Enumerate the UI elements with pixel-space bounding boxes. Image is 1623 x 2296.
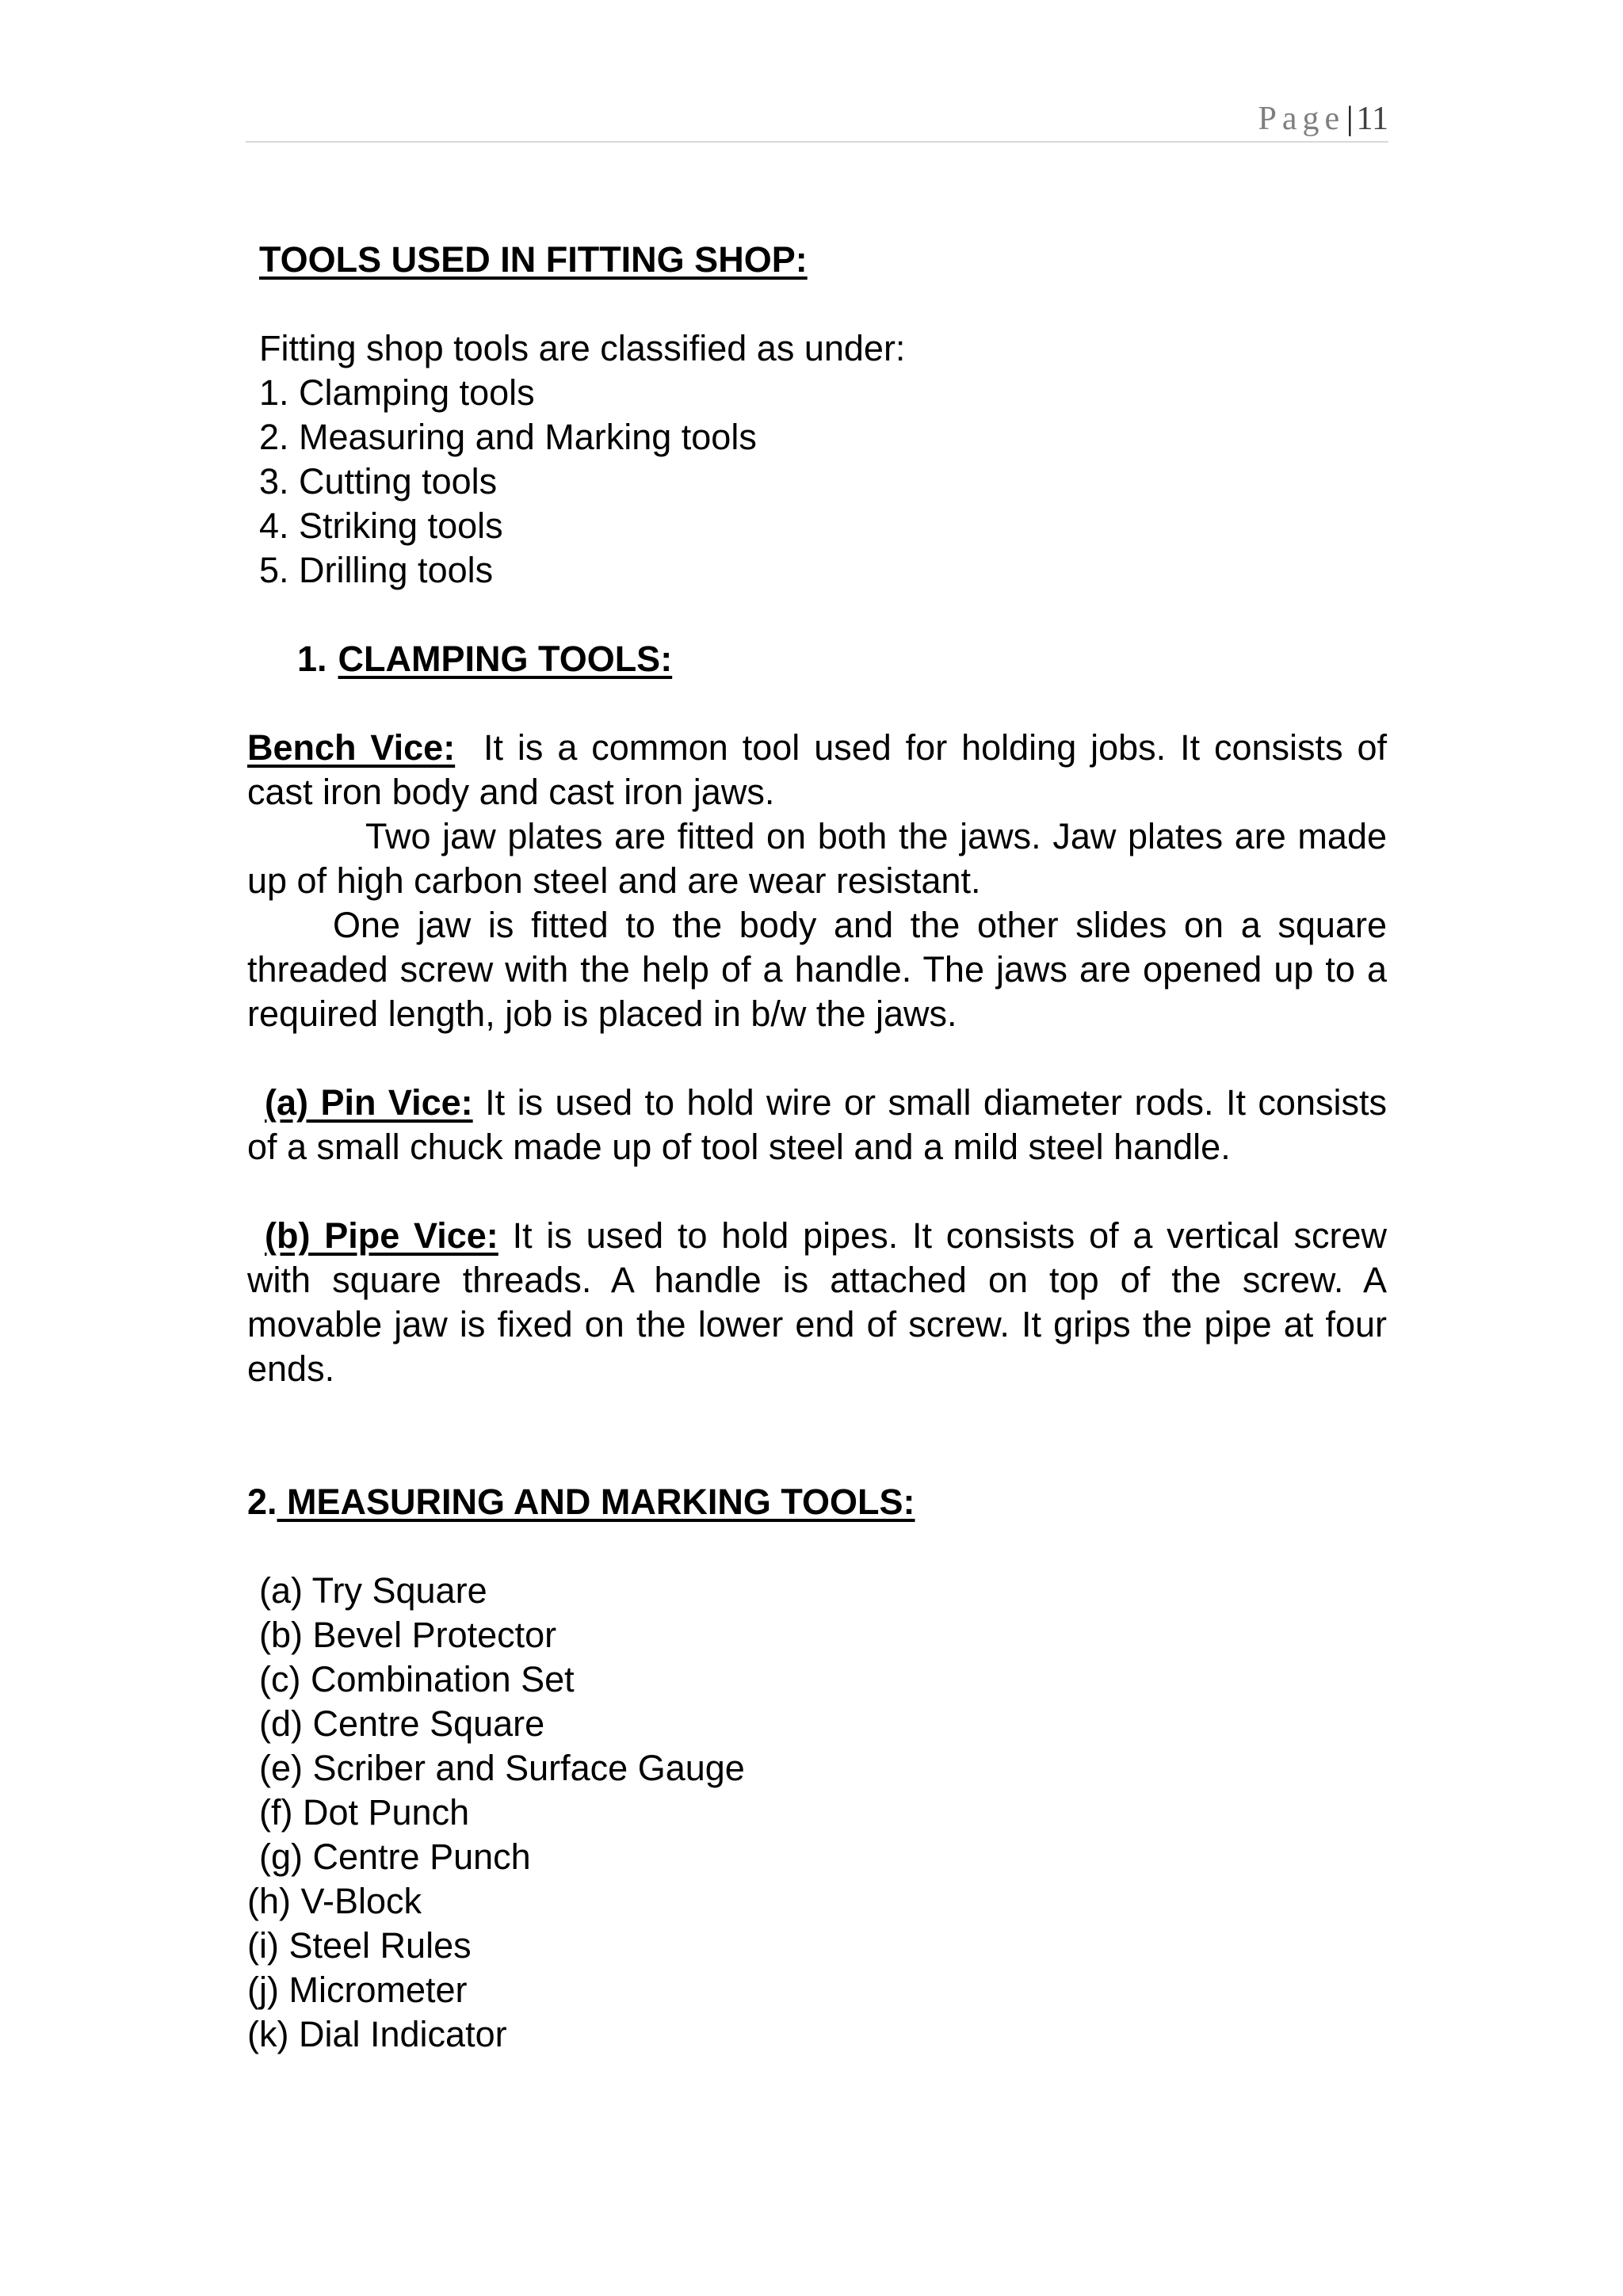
page-label: Page <box>1258 101 1346 137</box>
section-number: 1. <box>297 639 327 679</box>
page-number-value: 11 <box>1356 101 1388 137</box>
pin-vice-paragraph <box>247 1081 1387 1169</box>
tool-category-list <box>259 371 1387 593</box>
page-number <box>1258 100 1388 138</box>
list-item: (c) Combination Set <box>259 1659 575 1699</box>
list-item: 2. Measuring and Marking tools <box>259 417 757 457</box>
list-item: (k) Dial Indicator <box>247 2014 507 2054</box>
section-heading-text: MEASURING AND MARKING TOOLS: <box>277 1482 915 1522</box>
pin-vice-text: It is used to hold wire or small diameter rods. It consists of a small chuck made up of tool steel and a mild steel handle. <box>247 1082 1387 1167</box>
list-item: 3. Cutting tools <box>259 461 498 502</box>
pipe-vice-paragraph <box>247 1214 1387 1391</box>
list-item: (h) V-Block <box>247 1881 422 1921</box>
list-item: 5. Drilling tools <box>259 550 494 590</box>
bench-vice-term: Bench Vice: <box>247 727 456 768</box>
intro-text: Fitting shop tools are classified as under: <box>259 328 906 368</box>
list-item: 4. Striking tools <box>259 505 503 546</box>
list-item: (f) Dot Punch <box>259 1792 470 1833</box>
bench-vice-text: It is a common tool used for holding jobs. It consists of cast iron body and cast iron jaws. <box>247 727 1387 812</box>
measuring-tools-list <box>247 1569 1387 2057</box>
list-item: 1. Clamping tools <box>259 372 535 413</box>
jaw-plates-paragraph: Two jaw plates are fitted on both the jaws. Jaw plates are made up of high carbon steel and are wear resistant. <box>247 816 1387 901</box>
pipe-vice-text: It is used to hold pipes. It consists of a vertical screw with square threads. A handle is attached on top of the screw. A movable jaw is fixed on the lower end of screw. It grips the pipe at four ends. <box>247 1215 1387 1389</box>
section-number: 2. <box>247 1482 277 1522</box>
pin-vice-term: (a) Pin Vice: <box>265 1082 473 1123</box>
list-item: (j) Micrometer <box>247 1970 468 2010</box>
page-header <box>246 93 1388 143</box>
page-title: TOOLS USED IN FITTING SHOP: <box>259 239 808 280</box>
page-separator: | <box>1346 101 1354 137</box>
section-heading-clamping <box>297 637 1387 681</box>
pipe-vice-term: (b) Pipe Vice: <box>265 1215 498 1256</box>
section-heading-text: CLAMPING TOOLS: <box>338 639 673 679</box>
list-item: (d) Centre Square <box>259 1703 545 1744</box>
list-item: (a) Try Square <box>259 1570 487 1611</box>
bench-vice-paragraph <box>247 726 1387 814</box>
list-item: (g) Centre Punch <box>259 1836 531 1877</box>
jaw-slide-paragraph: One jaw is fitted to the body and the other slides on a square threaded screw with the help of a handle. The jaws are opened up to a required length, job is placed in b/w the jaws. <box>247 905 1387 1034</box>
page-content <box>247 238 1387 2057</box>
section-heading-measuring <box>247 1480 1387 1524</box>
list-item: (i) Steel Rules <box>247 1925 472 1966</box>
list-item: (b) Bevel Protector <box>259 1615 557 1655</box>
list-item: (e) Scriber and Surface Gauge <box>259 1748 745 1788</box>
